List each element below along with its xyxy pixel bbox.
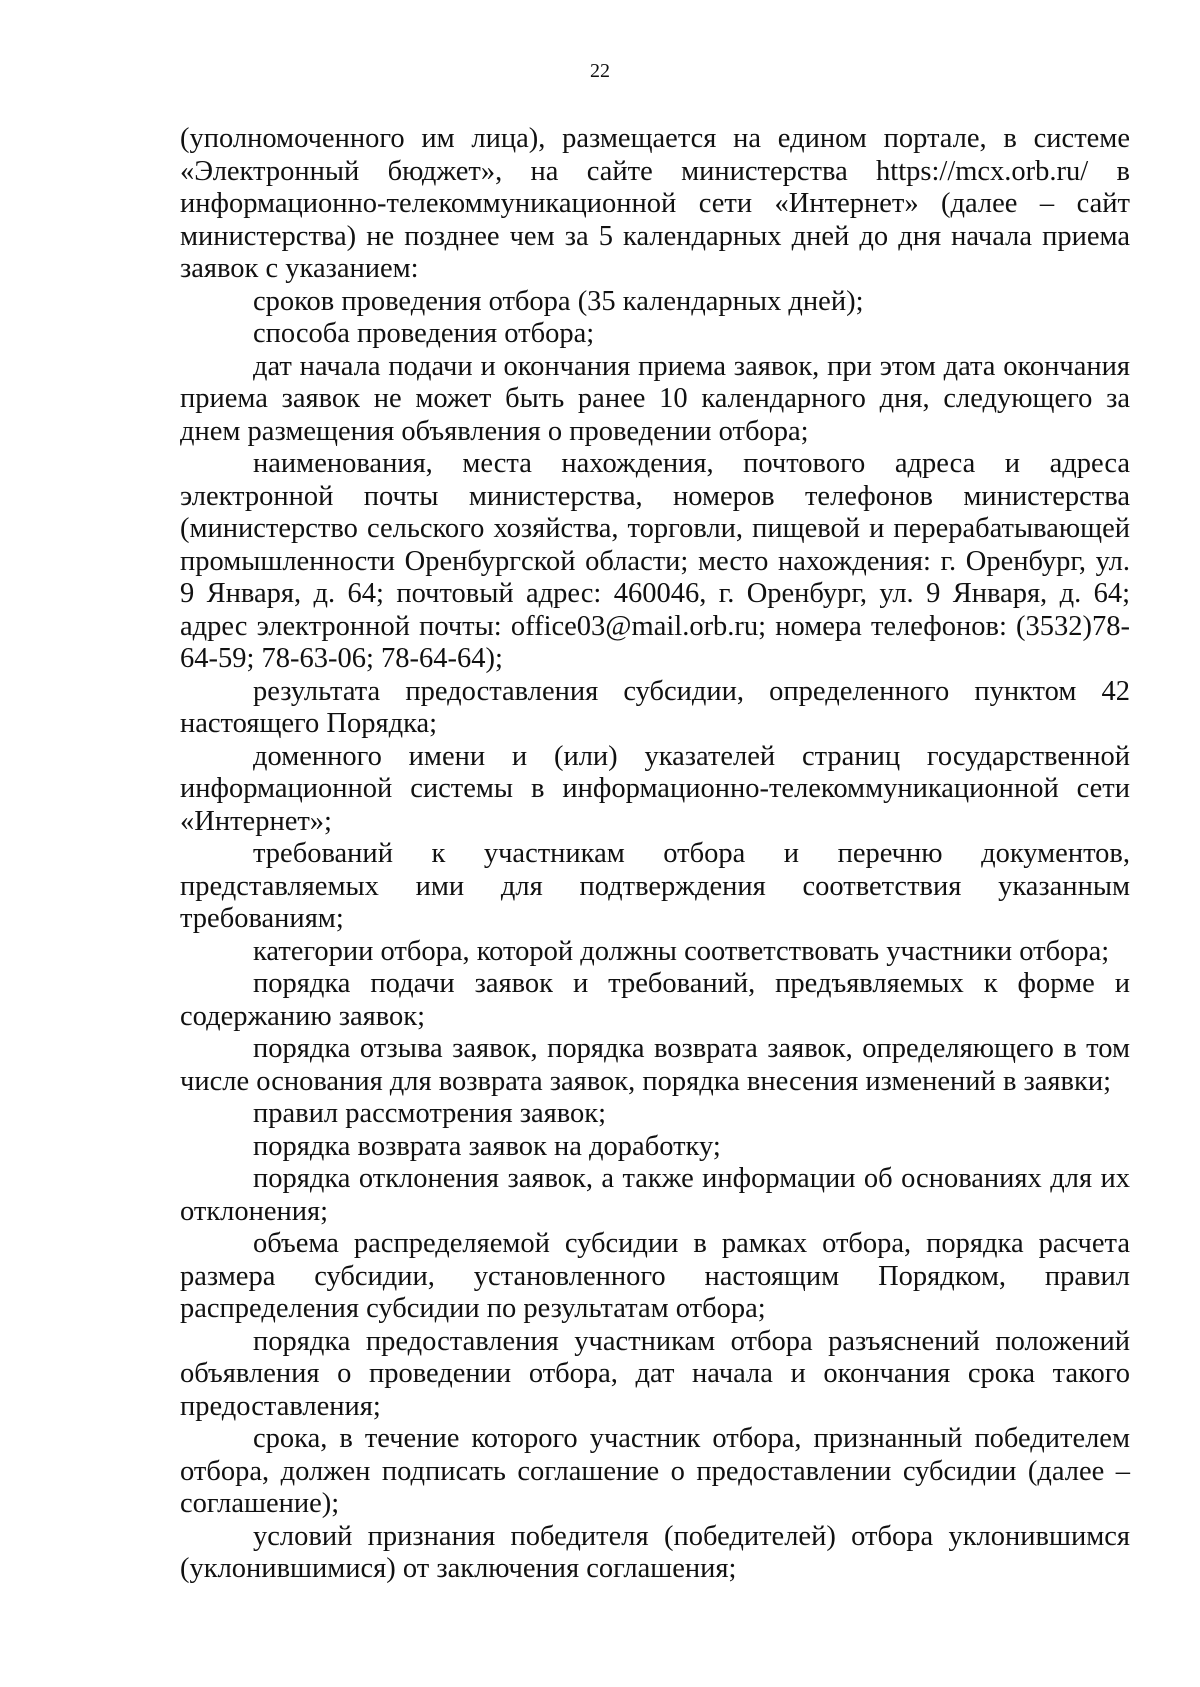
paragraph-item-3: дат начала подачи и окончания приема заявок, при этом дата окончания приема заявок не может быть ранее 10 календарного дня, следующего за днем размещения объявления о проведении отбора; [180,350,1130,447]
paragraph-item-7: требований к участникам отбора и перечню документов, представляемых ими для подтверждения соответствия указанным требованиям; [180,838,1130,934]
paragraph-item-12: порядка возврата заявок на доработку; [253,1130,721,1162]
paragraph-intro: (уполномоченного им лица), размещается на едином портале, в системе «Электронный бюджет», на сайте министерства https://mcx.orb.ru/ в информационно-телекоммуникационной сети «Интернет» (далее – сайт министерства) не позднее чем за 5 календарных дней до дня начала приема заявок с указанием: [180,123,1130,284]
paragraph-item-11: правил рассмотрения заявок; [253,1098,607,1129]
paragraph-item-2: способа проведения отбора; [253,318,595,349]
paragraph-item-14: объема распределяемой субсидии в рамках отбора, порядка расчета размера субсидии, установленного настоящим Порядком, правил распределения субсидии по результатам отбора; [180,1228,1130,1324]
paragraph-item-9: порядка подачи заявок и требований, предъявляемых к форме и содержанию заявок; [180,968,1130,1032]
paragraph-item-10: порядка отзыва заявок, порядка возврата заявок, определяющего в том числе основания для возврата заявок, порядка внесения изменений в заявки; [180,1033,1130,1097]
page-number: 22 [590,60,610,82]
paragraph-item-17: условий признания победителя (победителей) отбора уклонившимся (уклонившимися) от заключения соглашения; [180,1520,1130,1584]
paragraph-item-1: сроков проведения отбора (35 календарных дней); [253,285,864,317]
paragraph-item-4: наименования, места нахождения, почтового адреса и адреса электронной почты министерства, номеров телефонов министерства (министерство сельского хозяйства, торговли, пищевой и перерабатывающей промышленности Оренбургской области; место нахождения: г. Оренбург, ул. 9 Января, д. 64; почтовый адрес: 460046, г. Оренбург, ул. 9 Января, д. 64; адрес электронной почты: office03@mail.orb.ru; номера телефонов: (3532)78-64-59; 78-63-06; 78-64-64); [180,448,1130,674]
paragraph-item-16: срока, в течение которого участник отбора, признанный победителем отбора, должен подписать соглашение о предоставлении субсидии (далее – соглашение); [180,1423,1130,1519]
paragraph-item-15: порядка предоставления участникам отбора разъяснений положений объявления о проведении отбора, дат начала и окончания срока такого предоставления; [180,1325,1130,1422]
paragraph-item-6: доменного имени и (или) указателей страниц государственной информационной системы в информационно-телекоммуникационной сети «Интернет»; [180,740,1130,837]
paragraph-item-8: категории отбора, которой должны соответствовать участники отбора; [253,935,1110,967]
paragraph-item-5: результата предоставления субсидии, определенного пунктом 42 настоящего Порядка; [180,675,1130,739]
document-body [180,123,1130,1586]
paragraph-item-13: порядка отклонения заявок, а также информации об основаниях для их отклонения; [180,1163,1130,1227]
